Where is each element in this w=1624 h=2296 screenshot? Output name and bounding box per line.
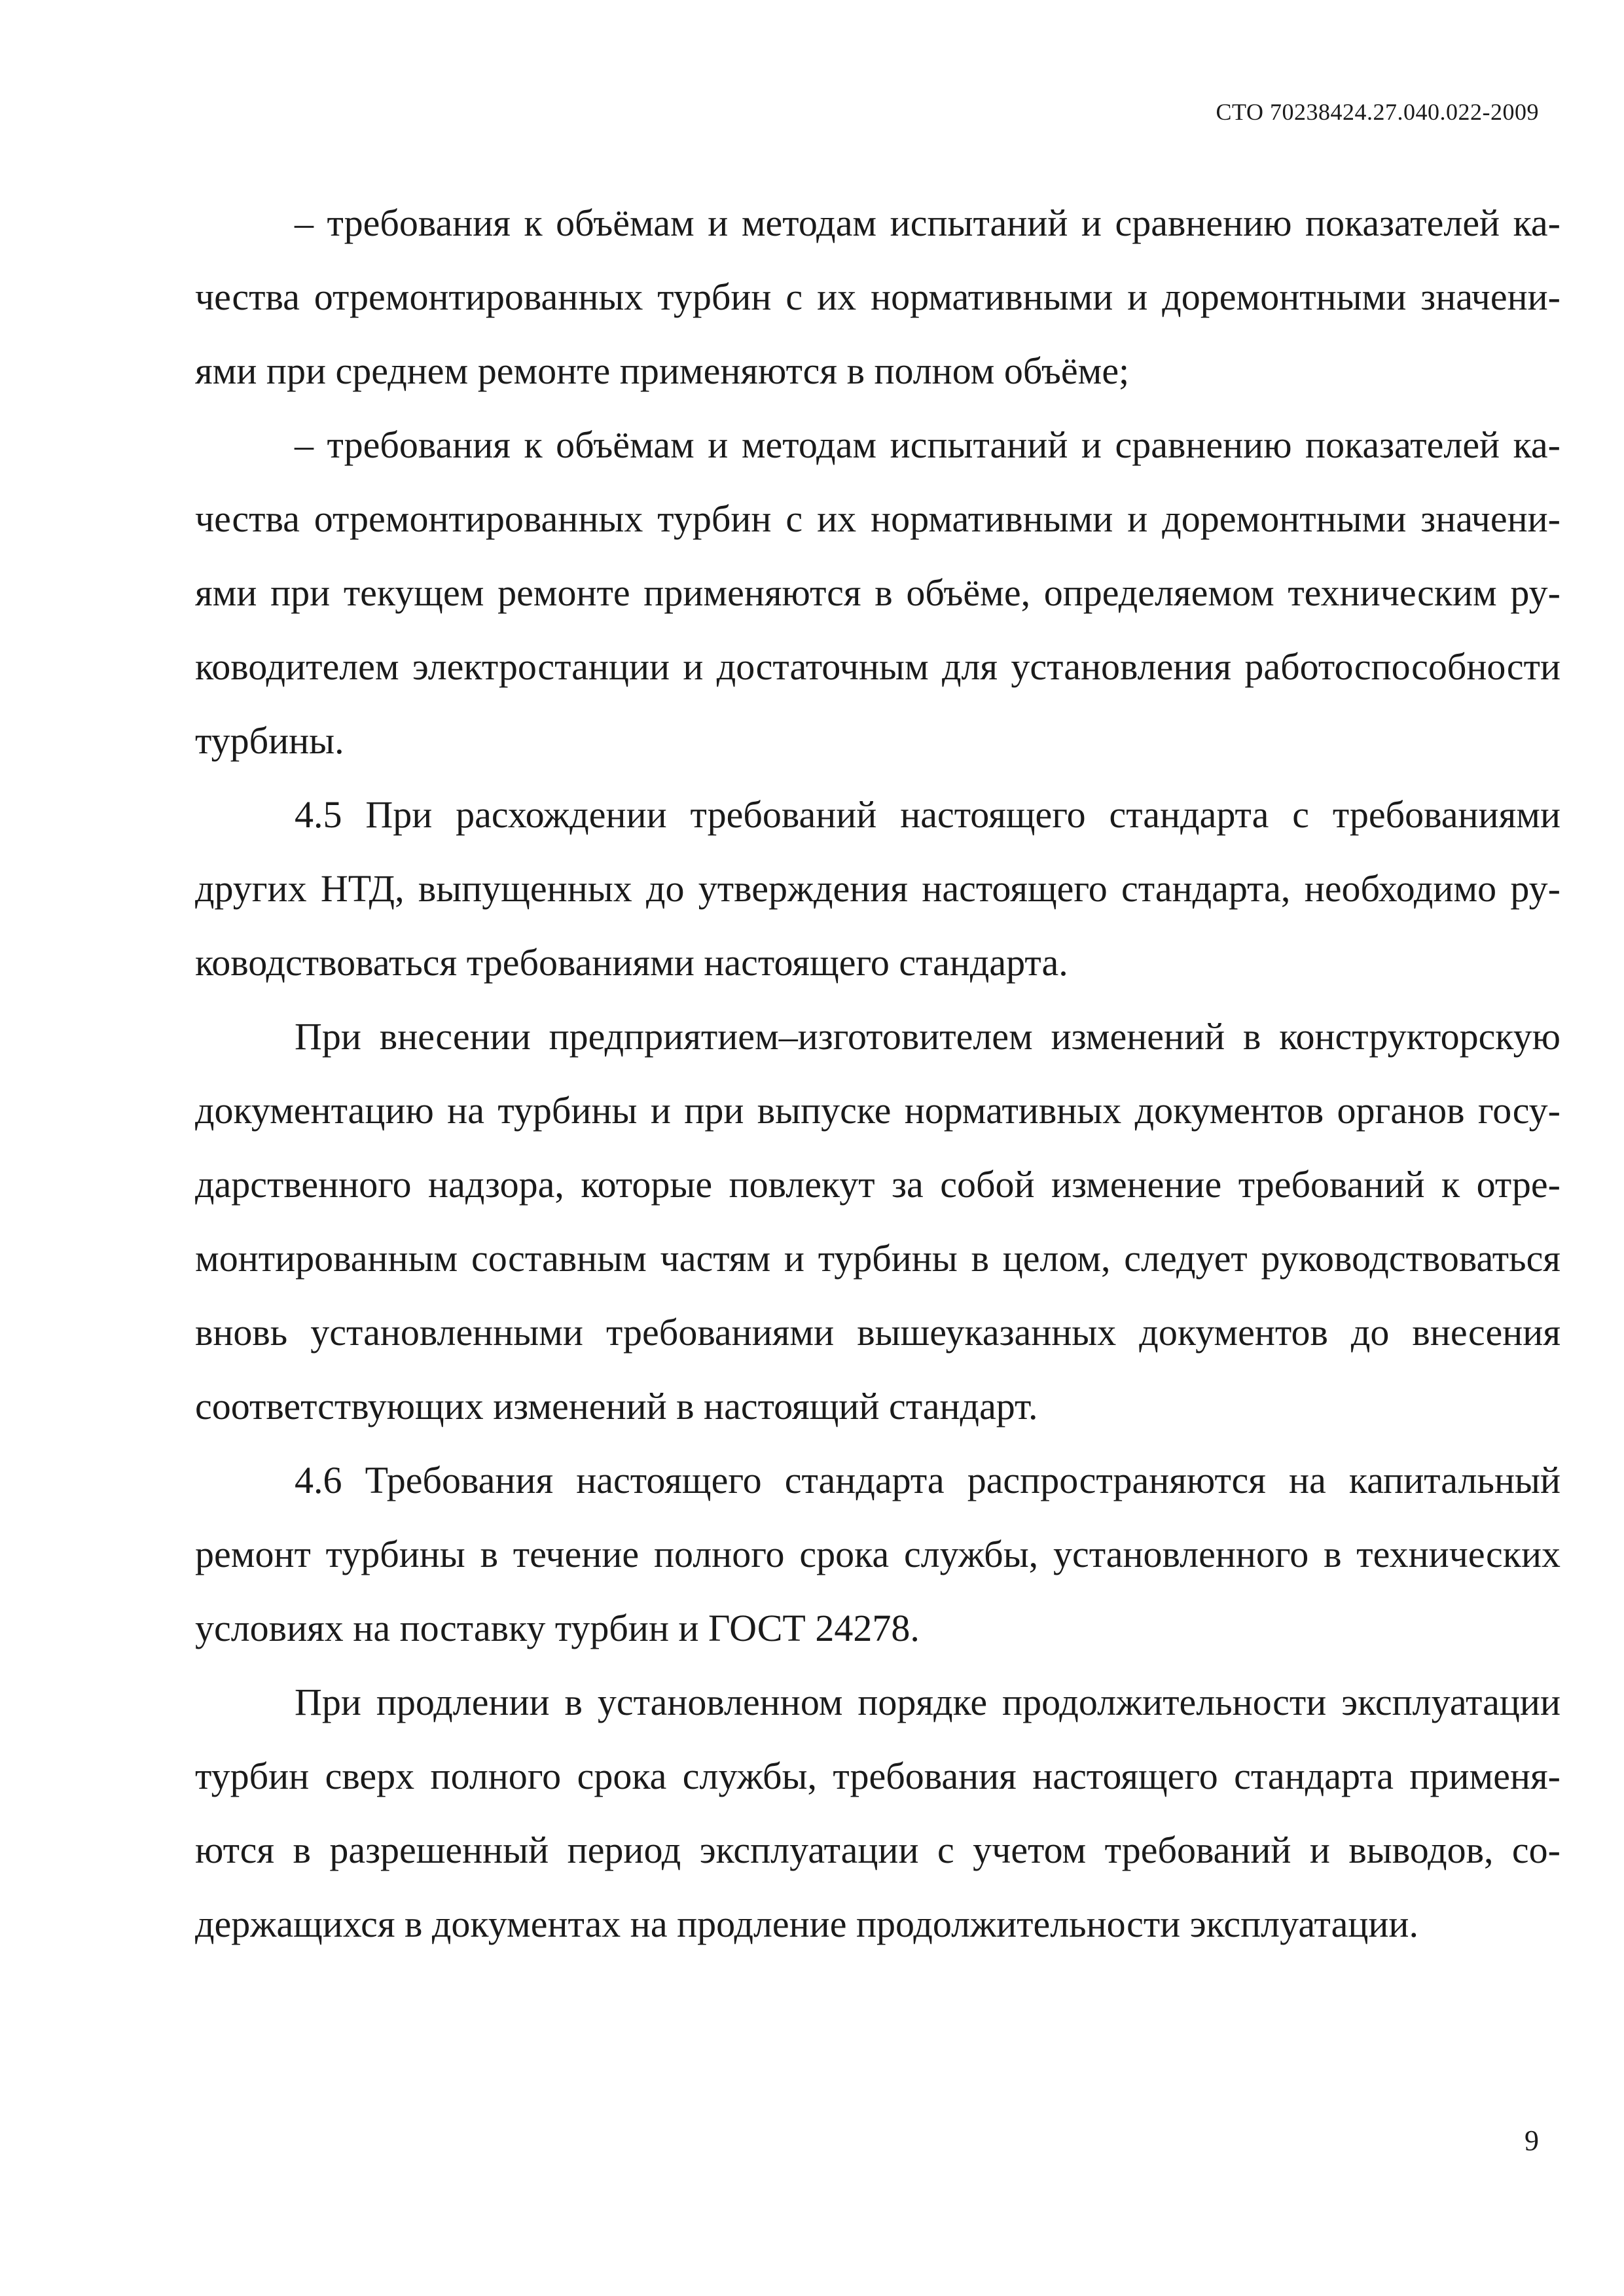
paragraph-1: – требования к объёмам и методам испытаний и сравнению показателей качества отремонтированных турбин с их нормативными и доремонтными значениями при среднем ремонте применяются в полном объёме; bbox=[195, 202, 1561, 392]
paragraph-6: При продлении в установленном порядке продолжительности эксплуатации турбин сверх полного срока службы, требования настоящего стандарта применяются в разрешенный период эксплуатации с учетом требований и выводов, содержащихся в документах на продление продолжительности эксплуатации. bbox=[195, 1681, 1561, 1945]
paragraph-5: 4.6 Требования настоящего стандарта распространяются на капитальный ремонт турбины в течение полного срока службы, установленного в технических условиях на поставку турбин и ГОСТ 24278. bbox=[195, 1459, 1561, 1649]
paragraph-3: 4.5 При расхождении требований настоящего стандарта с требованиями других НТД, выпущенных до утверждения настоящего стандарта, необходимо руководствоваться требованиями настоящего стандарта. bbox=[195, 793, 1561, 984]
paragraph-2: – требования к объёмам и методам испытаний и сравнению показателей качества отремонтированных турбин с их нормативными и доремонтными значениями при текущем ремонте применяются в объёме, определяемом техническим руководителем электростанции и достаточным для установления работоспособности турбины. bbox=[195, 423, 1561, 762]
paragraph-4: При внесении предприятием–изготовителем изменений в конструкторскую документацию на турбины и при выпуске нормативных документов органов государственного надзора, которые повлекут за собой изменение требований к отремонтированным составным частям и турбины в целом, следует руководствоваться вновь установленными требованиями вышеуказанных документов до внесения соответствующих изменений в настоящий стандарт. bbox=[195, 1015, 1561, 1427]
body-text bbox=[195, 186, 1561, 1961]
page-number: 9 bbox=[1525, 2125, 1539, 2157]
document-code: СТО 70238424.27.040.022-2009 bbox=[1216, 99, 1539, 125]
